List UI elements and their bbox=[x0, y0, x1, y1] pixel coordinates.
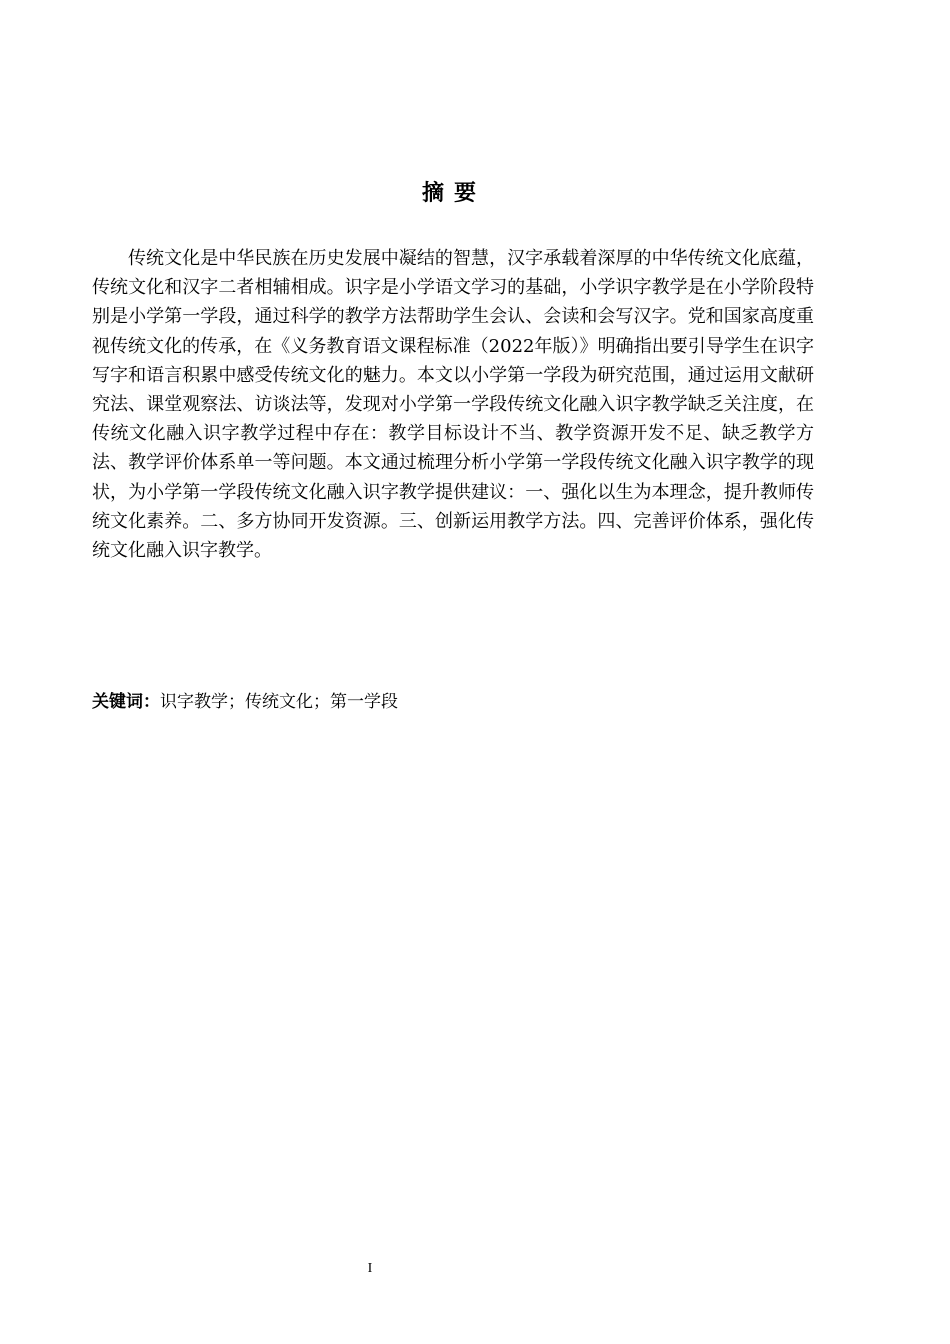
abstract-paragraph: 传统文化是中华民族在历史发展中凝结的智慧，汉字承载着深厚的中华传统文化底蕴，传统文化和汉字二者相辅相成。识字是小学语文学习的基础，小学识字教学是在小学阶段特别是小学第一学段，通过科学的教学方法帮助学生会认、会读和会写汉字。党和国家高度重视传统文化的传承，在《义务教育语文课程标准（2022年版）》明确指出要引导学生在识字写字和语言积累中感受传统文化的魅力。本文以小学第一学段为研究范围，通过运用文献研究法、课堂观察法、访谈法等，发现对小学第一学段传统文化融入识字教学缺乏关注度，在传统文化融入识字教学过程中存在：教学目标设计不当、教学资源开发不足、缺乏教学方法、教学评价体系单一等问题。本文通过梳理分析小学第一学段传统文化融入识字教学的现状，为小学第一学段传统文化融入识字教学提供建议：一、强化以生为本理念，提升教师传统文化素养。二、多方协同开发资源。三、创新运用教学方法。四、完善评价体系，强化传统文化融入识字教学。 bbox=[92, 248, 814, 562]
page-number: I bbox=[367, 1261, 373, 1276]
keywords-line bbox=[92, 690, 814, 714]
page-title: 摘要 bbox=[421, 181, 486, 206]
keywords-label: 关键词： bbox=[92, 692, 160, 712]
keywords-value: 识字教学；传统文化；第一学段 bbox=[160, 692, 398, 712]
